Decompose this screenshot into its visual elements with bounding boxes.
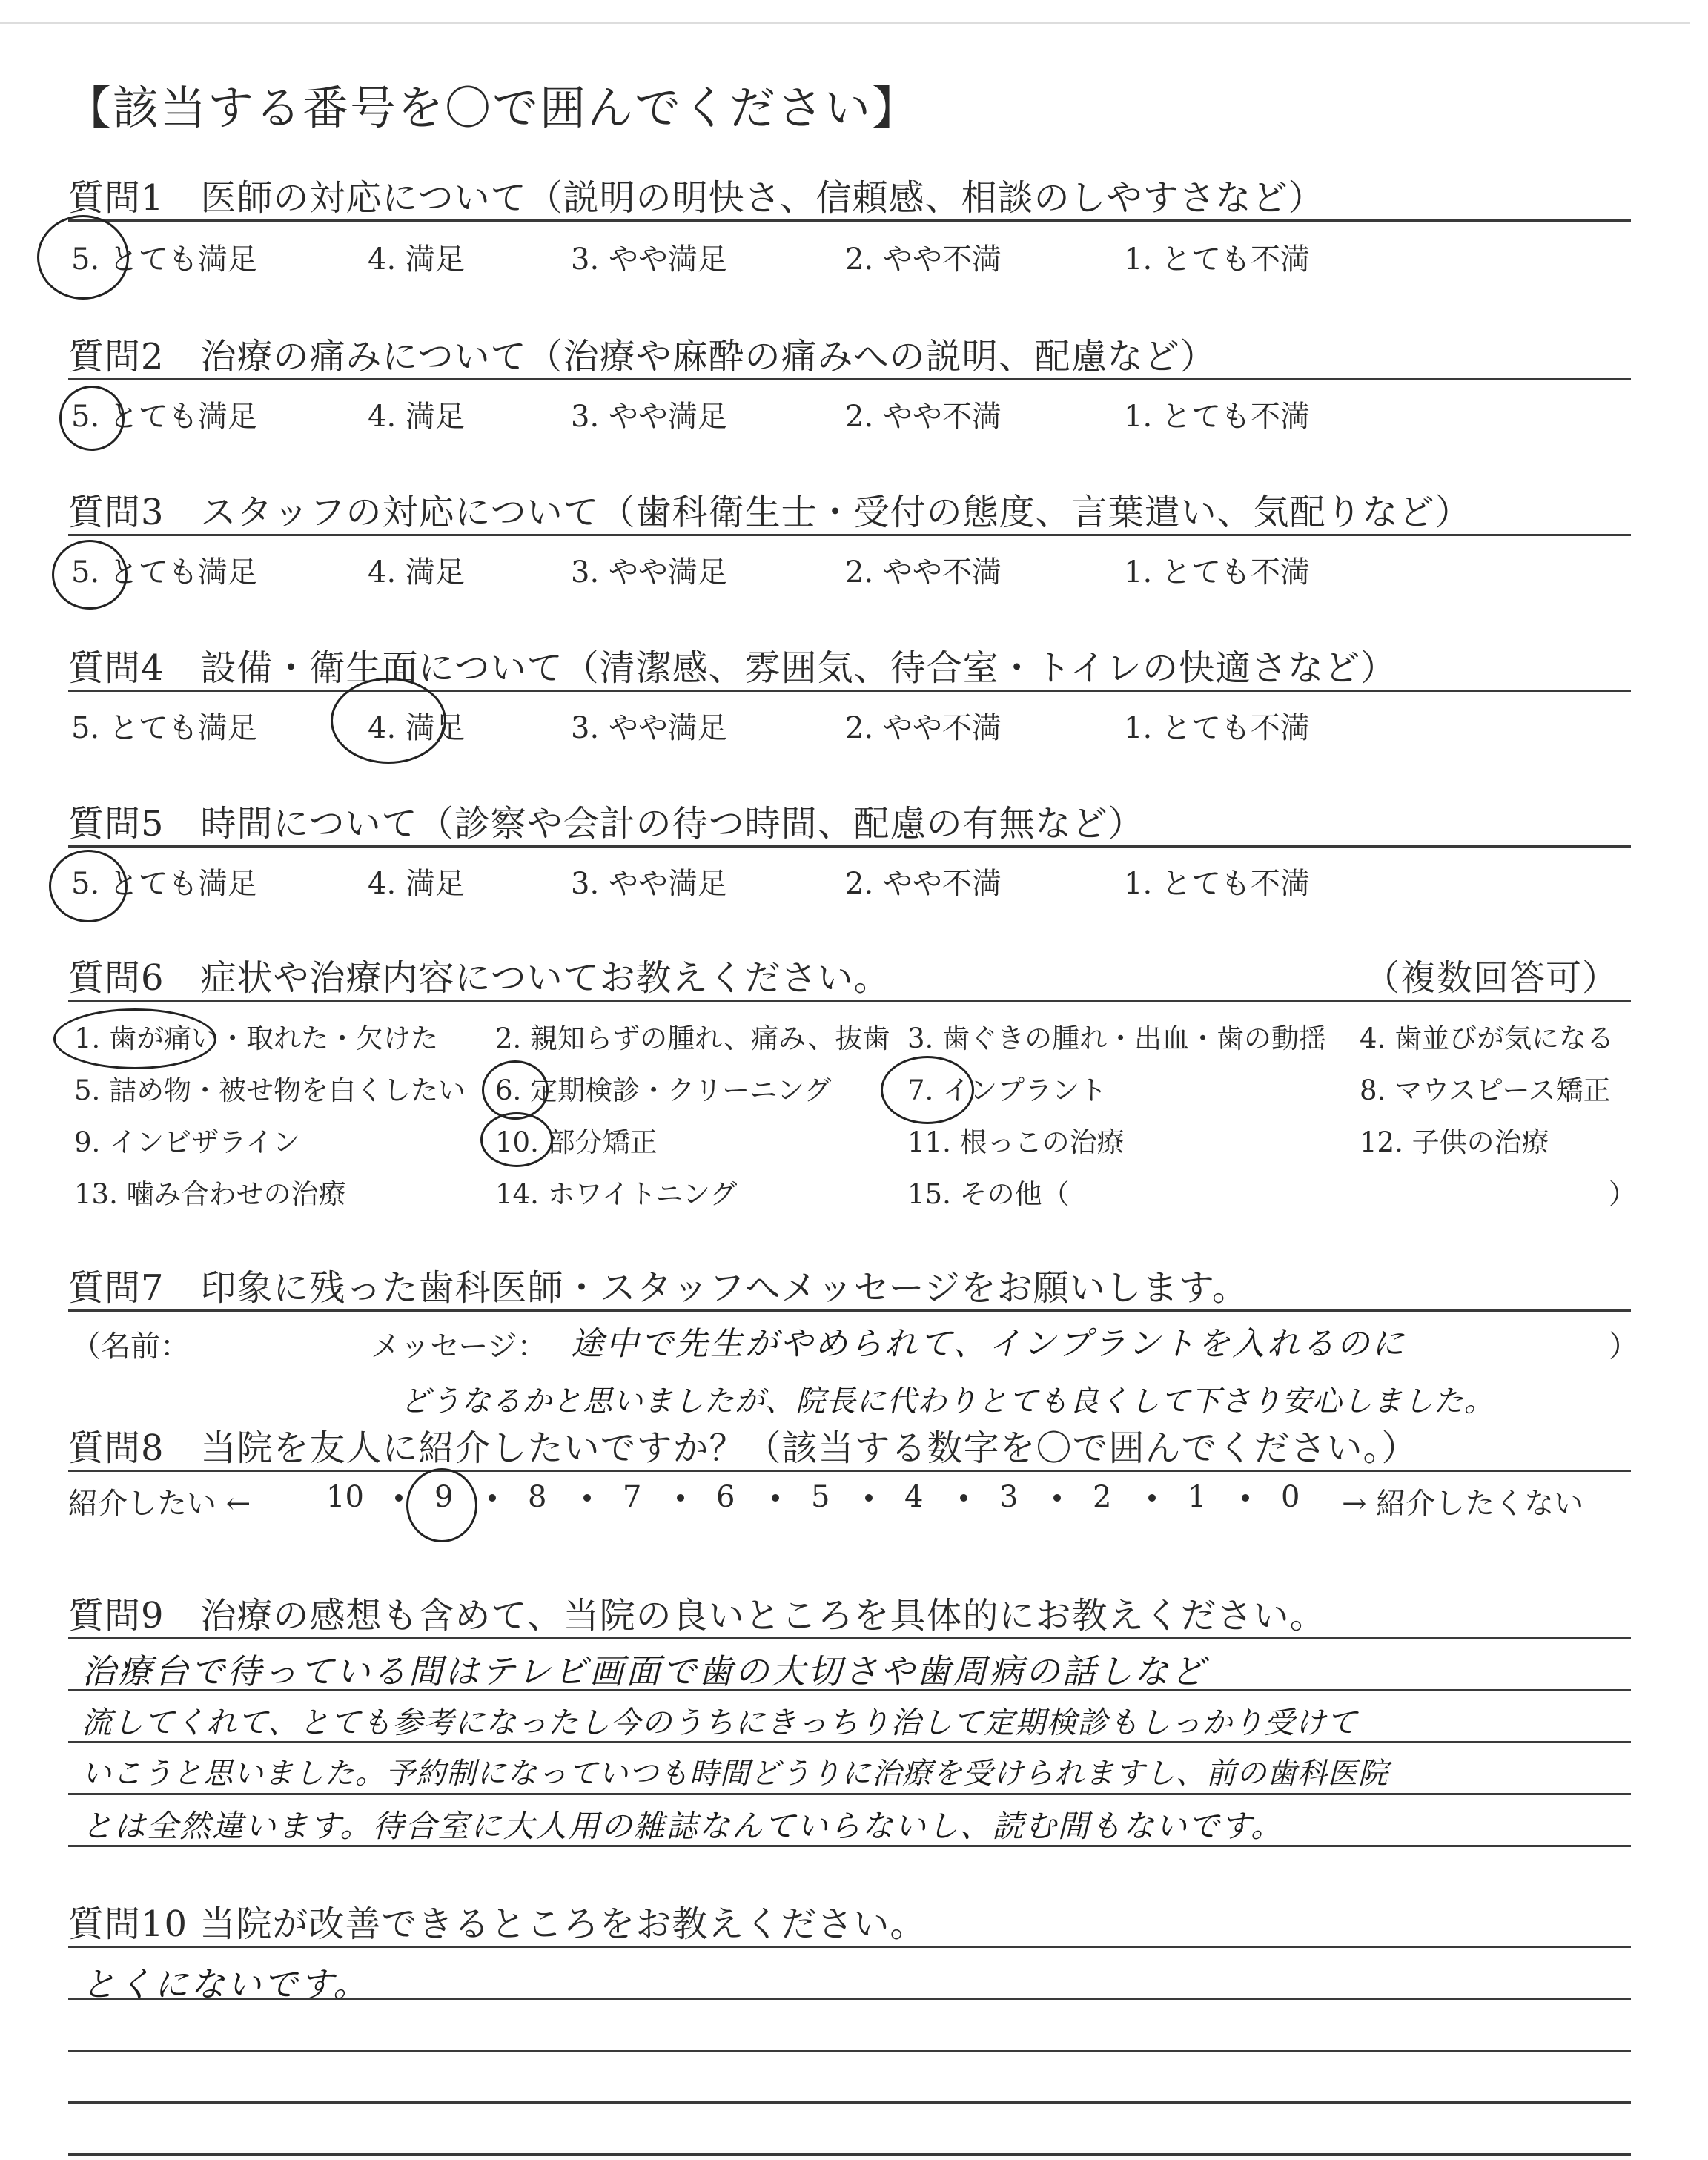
q3-option-5[interactable]: 5. とても満足 <box>71 555 257 589</box>
q8-score-10[interactable]: 10 <box>326 1480 364 1514</box>
q1-title: 質問1 医師の対応について（説明の明快さ、信頼感、相談のしやすさなど） <box>68 177 1325 219</box>
q7-name-label: （名前： <box>71 1330 190 1364</box>
q4-option-3[interactable]: 3. やや満足 <box>571 711 727 745</box>
form-title: 【該当する番号を〇で囲んでください】 <box>65 81 920 135</box>
q6-choice-6[interactable]: 6. 定期検診・クリーニング <box>495 1074 832 1106</box>
q9-title: 質問9 治療の感想も含めて、当院の良いところを具体的にお教えください。 <box>68 1595 1326 1636</box>
q6-choice-1[interactable]: 1. 歯が痛い・取れた・欠けた <box>74 1023 439 1054</box>
q5-option-4[interactable]: 4. 満足 <box>368 867 465 901</box>
q8-score-0[interactable]: 0 <box>1281 1480 1300 1514</box>
q6-other-close: ） <box>1609 1178 1636 1210</box>
q8-dot <box>583 1494 591 1502</box>
q3-option-4[interactable]: 4. 満足 <box>368 555 465 589</box>
q8-score-6[interactable]: 6 <box>716 1480 735 1514</box>
q5-option-3[interactable]: 3. やや満足 <box>571 867 727 901</box>
q10-rule-3 <box>68 2050 1631 2052</box>
q10-rule-5 <box>68 2153 1631 2156</box>
q6-choice-12[interactable]: 12. 子供の治療 <box>1360 1126 1549 1158</box>
q8-dot <box>772 1494 779 1502</box>
q3-option-3[interactable]: 3. やや満足 <box>571 555 727 589</box>
q7-close-paren: ） <box>1609 1330 1638 1364</box>
q4-option-1[interactable]: 1. とても不満 <box>1124 711 1310 745</box>
q4-title: 質問4 設備・衛生面について（清潔感、雰囲気、待合室・トイレの快適さなど） <box>68 647 1397 689</box>
q3-option-2[interactable]: 2. やや不満 <box>845 555 1002 589</box>
q7-message-line-1[interactable]: 途中で先生がやめられて、インプラントを入れるのに <box>571 1325 1407 1363</box>
q2-option-2[interactable]: 2. やや不満 <box>845 400 1002 434</box>
q6-choice-9[interactable]: 9. インビザライン <box>74 1126 300 1158</box>
q8-left-label: 紹介したい ← <box>68 1487 251 1521</box>
q9-rule-1 <box>68 1637 1631 1639</box>
q10-title: 質問10 当院が改善できるところをお教えください。 <box>68 1903 927 1945</box>
q5-title: 質問5 時間について（診察や会計の待つ時間、配慮の有無など） <box>68 803 1145 845</box>
q4-option-4[interactable]: 4. 満足 <box>368 711 465 745</box>
q6-choice-3[interactable]: 3. 歯ぐきの腫れ・出血・歯の動揺 <box>907 1023 1327 1054</box>
q6-choice-11[interactable]: 11. 根っこの治療 <box>907 1126 1125 1158</box>
q5-option-5[interactable]: 5. とても満足 <box>71 867 257 901</box>
q8-dot <box>1053 1494 1061 1502</box>
q7-message-label: メッセージ： <box>371 1330 547 1364</box>
q9-answer-line-1[interactable]: 治療台で待っている間はテレビ画面で歯の大切さや歯周病の話しなど <box>82 1651 1208 1691</box>
q8-dot <box>865 1494 873 1502</box>
q9-rule-4 <box>68 1793 1631 1795</box>
q1-option-1[interactable]: 1. とても不満 <box>1124 242 1310 277</box>
q6-choice-5[interactable]: 5. 詰め物・被せ物を白くしたい <box>74 1074 466 1106</box>
q6-choice-7[interactable]: 7. インプラント <box>907 1074 1108 1106</box>
q4-option-2[interactable]: 2. やや不満 <box>845 711 1002 745</box>
q6-title: 質問6 症状や治療内容についてお教えください。 <box>68 957 890 999</box>
q6-multiple-note: （複数回答可） <box>1364 957 1619 999</box>
q1-option-2[interactable]: 2. やや不満 <box>845 242 1002 277</box>
q2-title: 質問2 治療の痛みについて（治療や麻酔の痛みへの説明、配慮など） <box>68 336 1217 377</box>
q7-title: 質問7 印象に残った歯科医師・スタッフへメッセージをお願いします。 <box>68 1267 1248 1309</box>
q8-score-5[interactable]: 5 <box>811 1480 830 1514</box>
q6-choice-10[interactable]: 10. 部分矯正 <box>495 1126 658 1158</box>
q5-option-1[interactable]: 1. とても不満 <box>1124 867 1310 901</box>
q2-option-1[interactable]: 1. とても不満 <box>1124 400 1310 434</box>
q6-choice-15[interactable]: 15. その他（ <box>907 1178 1070 1210</box>
q6-choice-8[interactable]: 8. マウスピース矯正 <box>1360 1074 1611 1106</box>
q6-choice-2[interactable]: 2. 親知らずの腫れ、痛み、抜歯 <box>495 1023 890 1054</box>
q8-score-8[interactable]: 8 <box>528 1480 547 1514</box>
q3-option-1[interactable]: 1. とても不満 <box>1124 555 1310 589</box>
q8-dot <box>960 1494 967 1502</box>
q9-answer-line-3[interactable]: いこうと思いました。予約制になっていつも時間どうりに治療を受けられますし、前の歯科医院 <box>82 1757 1388 1791</box>
q2-option-4[interactable]: 4. 満足 <box>368 400 465 434</box>
q8-title: 質問8 当院を友人に紹介したいですか？（該当する数字を〇で囲んでください。） <box>68 1427 1418 1469</box>
q8-dot <box>1242 1494 1249 1502</box>
q8-score-7[interactable]: 7 <box>623 1480 642 1514</box>
q10-rule-4 <box>68 2101 1631 2104</box>
q8-dot <box>395 1494 403 1502</box>
q1-option-4[interactable]: 4. 満足 <box>368 242 465 277</box>
q8-score-4[interactable]: 4 <box>904 1480 924 1514</box>
q8-right-label: → 紹介したくない <box>1342 1487 1584 1521</box>
q4-option-5[interactable]: 5. とても満足 <box>71 711 257 745</box>
q8-dot <box>489 1494 496 1502</box>
q8-score-1[interactable]: 1 <box>1188 1480 1207 1514</box>
q2-option-5[interactable]: 5. とても満足 <box>71 400 257 434</box>
q6-choice-4[interactable]: 4. 歯並びが気になる <box>1360 1023 1615 1054</box>
q9-answer-line-2[interactable]: 流してくれて、とても参考になったし今のうちにきっちり治して定期検診もしっかり受けて <box>82 1705 1358 1740</box>
q8-score-9[interactable]: 9 <box>434 1480 454 1514</box>
q3-title: 質問3 スタッフの対応について（歯科衛生士・受付の態度、言葉遣い、気配りなど） <box>68 492 1472 533</box>
q8-score-3[interactable]: 3 <box>999 1480 1019 1514</box>
q6-choice-13[interactable]: 13. 噛み合わせの治療 <box>74 1178 346 1210</box>
q8-dot <box>1148 1494 1156 1502</box>
q1-option-3[interactable]: 3. やや満足 <box>571 242 727 277</box>
q7-message-line-2[interactable]: どうなるかと思いましたが、院長に代わりとても良くして下さり安心しました。 <box>400 1384 1494 1418</box>
q10-answer[interactable]: とくにないです。 <box>82 1964 370 2004</box>
q5-option-2[interactable]: 2. やや不満 <box>845 867 1002 901</box>
q10-rule-1 <box>68 1946 1631 1948</box>
q1-option-5[interactable]: 5. とても満足 <box>71 242 257 277</box>
q6-choice-14[interactable]: 14. ホワイトニング <box>495 1178 738 1210</box>
q8-dot <box>677 1494 684 1502</box>
q8-score-2[interactable]: 2 <box>1093 1480 1112 1514</box>
q9-answer-line-4[interactable]: とは全然違います。待合室に大人用の雑誌なんていらないし、読む間もないです。 <box>82 1808 1284 1844</box>
q2-option-3[interactable]: 3. やや満足 <box>571 400 727 434</box>
